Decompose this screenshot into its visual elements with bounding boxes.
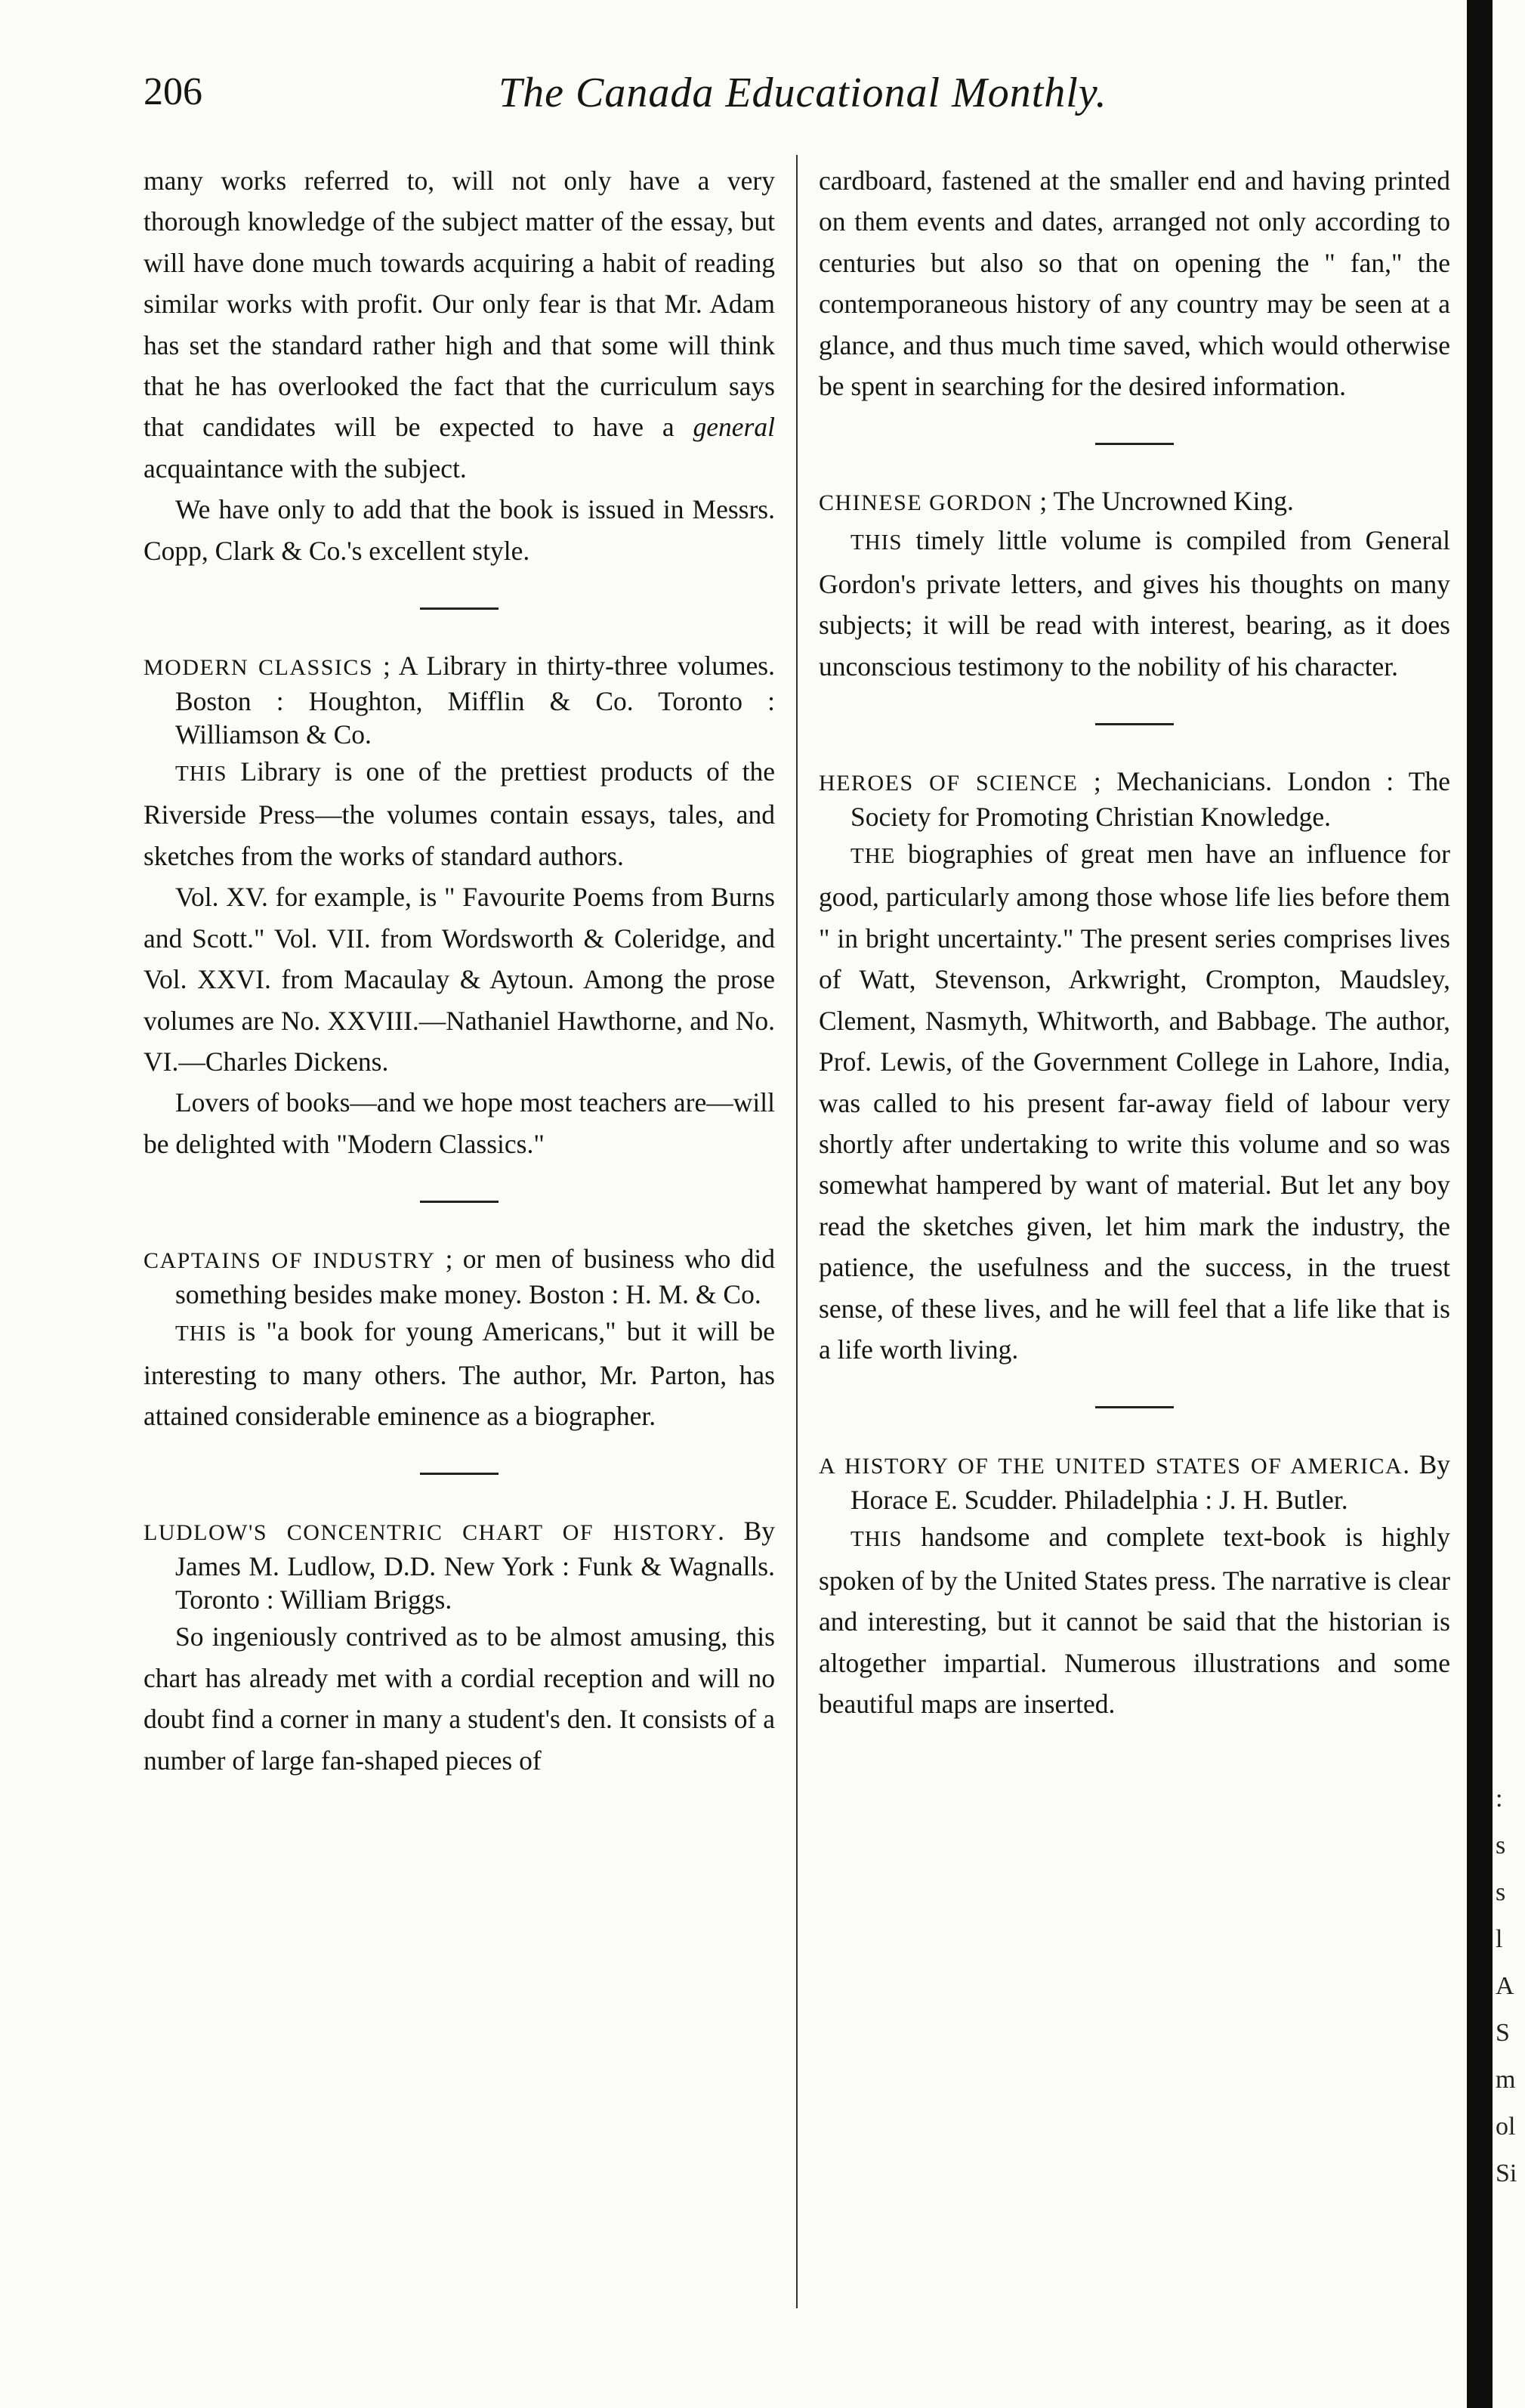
book-details: ; Mechanicians. London : The Society for Promoting Christian Knowledge. [850,766,1450,833]
book-title: CAPTAINS OF INDUSTRY [144,1248,436,1274]
paragraph [144,751,775,876]
paragraph-text: biographies of great men have an influence for good, particularly among those whose life lies before them " in bright uncertainty." The present series comprises lives of Watt, Stevenson, Arkwright, Crompton, Maudsley, Clement, Nasmyth, Whitworth, and Babbage. The author, Prof. Lewis, of the Government College in Lahore, India, was called to his present far-away field of labour very shortly after undertaking to write this volume and so was somewhat hampered by want of material. But let any boy read the sketches given, let him mark the industry, the patience, the usefulness and the success, in the truest sense, of these lives, and he will feel that a life like that is a life worth living. [819,839,1450,1365]
edge-char: s [1496,1832,1506,1859]
right-column [819,160,1450,1724]
paragraph: Lovers of books—and we hope most teachers are—will be delighted with "Modern Classics." [144,1087,775,1159]
review-heading-heroes-of-science [819,765,1450,833]
book-title: A HISTORY OF THE UNITED STATES OF AMERICA [819,1454,1403,1479]
book-details: ; or men of business who did something besides make money. Boston : H. M. & Co. [175,1244,775,1310]
section-separator [1095,723,1174,725]
book-title: LUDLOW'S CONCENTRIC CHART OF HISTORY [144,1520,718,1546]
paragraph [144,1311,775,1436]
book-details: . By Horace E. Scudder. Philadelphia : J. H. Butler. [850,1449,1450,1516]
first-word: THIS [850,1527,903,1552]
paragraph-text: handsome and complete text-book is highly spoken of by the United States press. The narrative is clear and interesting, but it cannot be said that the historian is altogether impartial. Numerous illustrations and some beautiful maps are inserted. [819,1522,1450,1719]
binding-edge [1467,0,1493,2408]
review-heading-modern-classics [144,649,775,751]
section-separator [1095,1406,1174,1408]
section-separator [1095,443,1174,445]
page-number: 206 [144,70,202,113]
paragraph [819,520,1450,687]
column-divider [796,155,798,2308]
paragraph-text: acquaintance with the subject. [144,453,467,484]
edge-char: : [1496,1785,1503,1813]
review-heading-ludlow-chart [144,1514,775,1616]
first-word: THE [850,844,896,869]
paragraph-text: timely little volume is compiled from General Gordon's private letters, and gives his thoughts on many subjects; it will be read with interest, bearing, as it does unconscious testimony to the nobility of his character. [819,525,1450,682]
emphasis-text: general [693,412,775,443]
continued-paragraph: cardboard, fastened at the smaller end and having printed on them events and dates, arranged not only according to centuries but also so that on opening the " fan," the contemporaneous history of any country may be seen at a glance, and thus much time saved, which would otherwise be spent in searching for the desired information. [819,165,1450,402]
first-word: THIS [175,1321,227,1346]
book-title: HEROES OF SCIENCE [819,771,1079,796]
first-word: THIS [850,530,903,555]
paragraph-text: is "a book for young Americans," but it will be interesting to many others. The author, Mr. Parton, has attained considerable eminence as a biographer. [144,1316,775,1431]
book-details: . By James M. Ludlow, D.D. New York : Funk & Wagnalls. Toronto : William Briggs. [175,1516,775,1615]
edge-char: l [1496,1925,1503,1953]
paragraph-text: Library is one of the prettiest products of the Riverside Press—the volumes contain essays, tales, and sketches from the works of standard authors. [144,756,775,871]
paragraph: So ingeniously contrived as to be almost amusing, this chart has already met with a cordial reception and will no doubt find a corner in many a student's den. It consists of a number of large fan-shaped pieces of [144,1621,775,1776]
edge-char: m [1496,2066,1516,2094]
book-details: ; The Uncrowned King. [1033,486,1294,517]
edge-char: ol [1496,2113,1516,2141]
continued-paragraph [144,160,775,489]
book-details: ; A Library in thirty-three volumes. Boston : Houghton, Mifflin & Co. Toronto : Williamson & Co. [175,651,776,750]
paragraph: We have only to add that the book is issued in Messrs. Copp, Clark & Co.'s excellent style. [144,494,775,566]
review-heading-chinese-gordon [819,484,1450,520]
section-separator [420,607,499,610]
left-column [144,160,775,1781]
edge-char: S [1496,2019,1510,2047]
review-heading-captains-of-industry [144,1242,775,1311]
review-heading-history-united-states [819,1448,1450,1516]
running-title: The Canada Educational Monthly. [499,70,1107,116]
edge-char: A [1496,1972,1514,2000]
section-separator [420,1201,499,1203]
paragraph [819,833,1450,1370]
section-separator [420,1473,499,1475]
book-title: CHINESE GORDON [819,490,1033,516]
paragraph [819,1516,1450,1724]
edge-char: Si [1496,2159,1517,2187]
paragraph: Vol. XV. for example, is " Favourite Poems from Burns and Scott." Vol. VII. from Wordsworth & Coleridge, and Vol. XXVI. from Macaulay & Aytoun. Among the prose volumes are No. XXVIII.—Nathaniel Hawthorne, and No. VI.—Charles Dickens. [144,882,775,1077]
first-word: THIS [175,762,227,787]
edge-char: s [1496,1878,1506,1906]
paragraph-text: many works referred to, will not only have a very thorough knowledge of the subject matter of the essay, but will have done much towards acquiring a habit of reading similar works with profit. Our only fear is that Mr. Adam has set the standard rather high and that some will think that he has overlooked the fact that the curriculum says that candidates will be expected to have a [144,165,775,443]
edge-fragments [1496,1776,1523,2197]
book-title: MODERN CLASSICS [144,655,374,681]
